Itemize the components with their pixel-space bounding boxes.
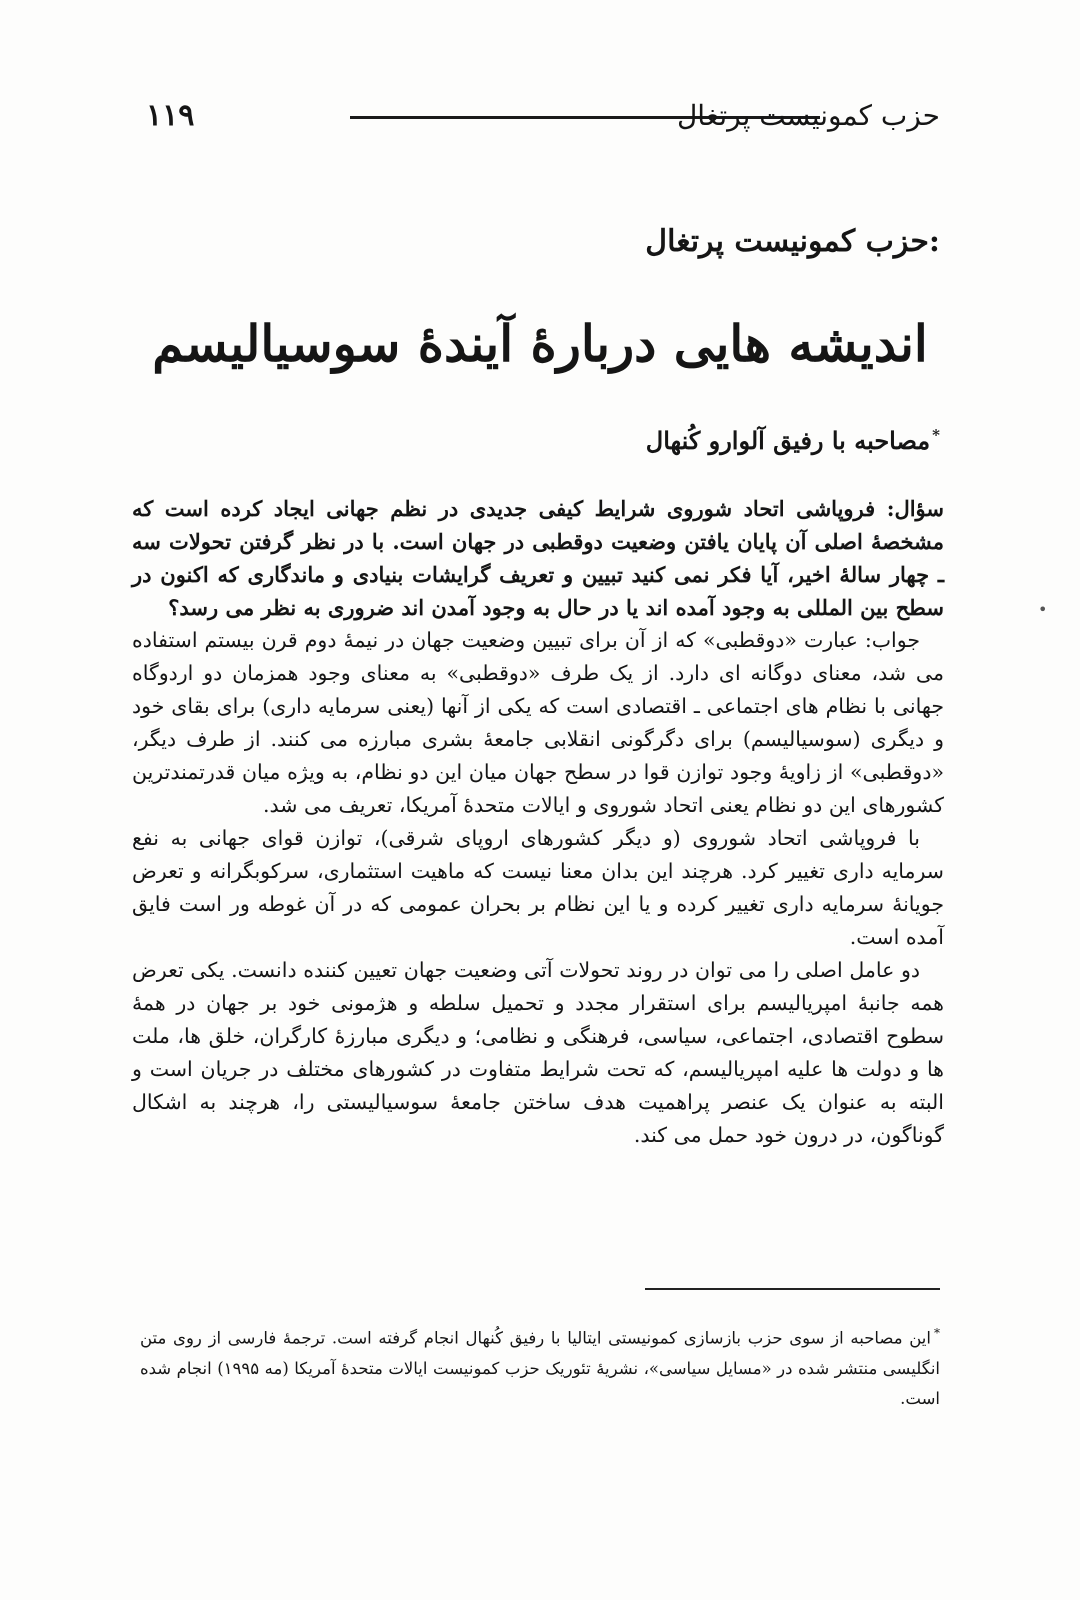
scan-speck: • <box>1038 600 1048 619</box>
page-number: ۱۱۹ <box>146 98 195 133</box>
footnote-reference-mark: * <box>932 426 940 444</box>
interview-question: سؤال: فروپاشی اتحاد شوروی شرایط کیفی جدیدی در نظم جهانی ایجاد کرده است که مشخصهٔ اصلی آن پایان یافتن وضعیت دوقطبی در جهان است. با در نظر گرفتن تحولات سه ـ چهار سالهٔ اخیر، آیا فکر نمی کنید تبیین و تعریف گرایشات بنیادی و ماندگاری که اکنون در سطح بین المللی به وجود آمده اند یا در حال به وجود آمدن اند ضروری به نظر می رسد؟ <box>132 496 944 620</box>
article-subtitle <box>646 415 940 461</box>
footnote-rule <box>645 1288 940 1290</box>
answer-paragraph: جواب: عبارت «دوقطبی» که از آن برای تبیین وضعیت جهان در نیمهٔ دوم قرن بیستم استفاده می شد، معنای دوگانه ای دارد. از یک طرف «دوقطبی» به معنای وجود همزمان دو اردوگاه جهانی با نظام های اجتماعی ـ اقتصادی است که یکی از آنها (یعنی سرمایه داری) برای بقای خود و دیگری (سوسیالیسم) برای دگرگونی انقلابی جامعهٔ بشری مبارزه می کنند. از طرف دیگر، «دوقطبی» از زاویهٔ وجود توازن قوا در سطح جهان میان این دو نظام، به ویژه میان قدرتمندترین کشورهای این دو نظام یعنی اتحاد شوروی و ایالات متحدهٔ آمریکا، تعریف می شد. <box>132 628 944 817</box>
subtitle-text: مصاحبه با رفیق آلوارو کُنهال <box>645 426 931 455</box>
answer-paragraph: با فروپاشی اتحاد شوروی (و دیگر کشورهای اروپای شرقی)، توازن قوای جهانی به نفع سرمایه داری تغییر کرد. هرچند این بدان معنا نیست که ماهیت استثماری، سرکوبگرانه و تعرض جویانهٔ سرمایه داری تغییر کرده و یا این نظام بر بحران عمومی که در آن غوطه ور است فایق آمده است. <box>132 826 944 949</box>
answer-paragraph: دو عامل اصلی را می توان در روند تحولات آتی وضعیت جهان تعیین کننده دانست. یکی تعرض همه جانبهٔ امپریالیسم برای استقرار مجدد و تحمیل سلطه و هژمونی خود بر جهان در همهٔ سطوح اقتصادی، اجتماعی، سیاسی، فرهنگی و نظامی؛ و دیگری مبارزهٔ کارگران، خلق ها، ملت ها و دولت ها علیه امپریالیسم، که تحت شرایط متفاوت در کشورهای مختلف در جریان است و البته به عنوان یک عنصر پراهمیت هدف ساختن جامعهٔ سوسیالیستی را، هرچند به اشکال گوناگون، در درون خود حمل می کند. <box>132 958 944 1147</box>
article-body <box>132 492 944 1152</box>
running-header <box>140 96 940 144</box>
article-title: اندیشه هایی دربارهٔ آیندهٔ سوسیالیسم <box>152 314 928 373</box>
footnote-text: این مصاحبه از سوی حزب بازسازی کمونیستی ایتالیا با رفیق کُنهال انجام گرفته است. ترجمهٔ فارسی از روی متن انگلیسی منتشر شده در «مسایل سیاسی»، نشریهٔ تئوریک حزب کمونیست ایالات متحدهٔ آمریکا (مه ۱۹۹۵) انجام شده است. <box>140 1328 940 1408</box>
section-title: حزب کمونیست پرتغال: <box>645 224 940 259</box>
footnote <box>140 1318 940 1414</box>
footnote-mark: * <box>934 1326 940 1340</box>
running-title: حزب کمونیست پرتغال <box>676 99 940 132</box>
